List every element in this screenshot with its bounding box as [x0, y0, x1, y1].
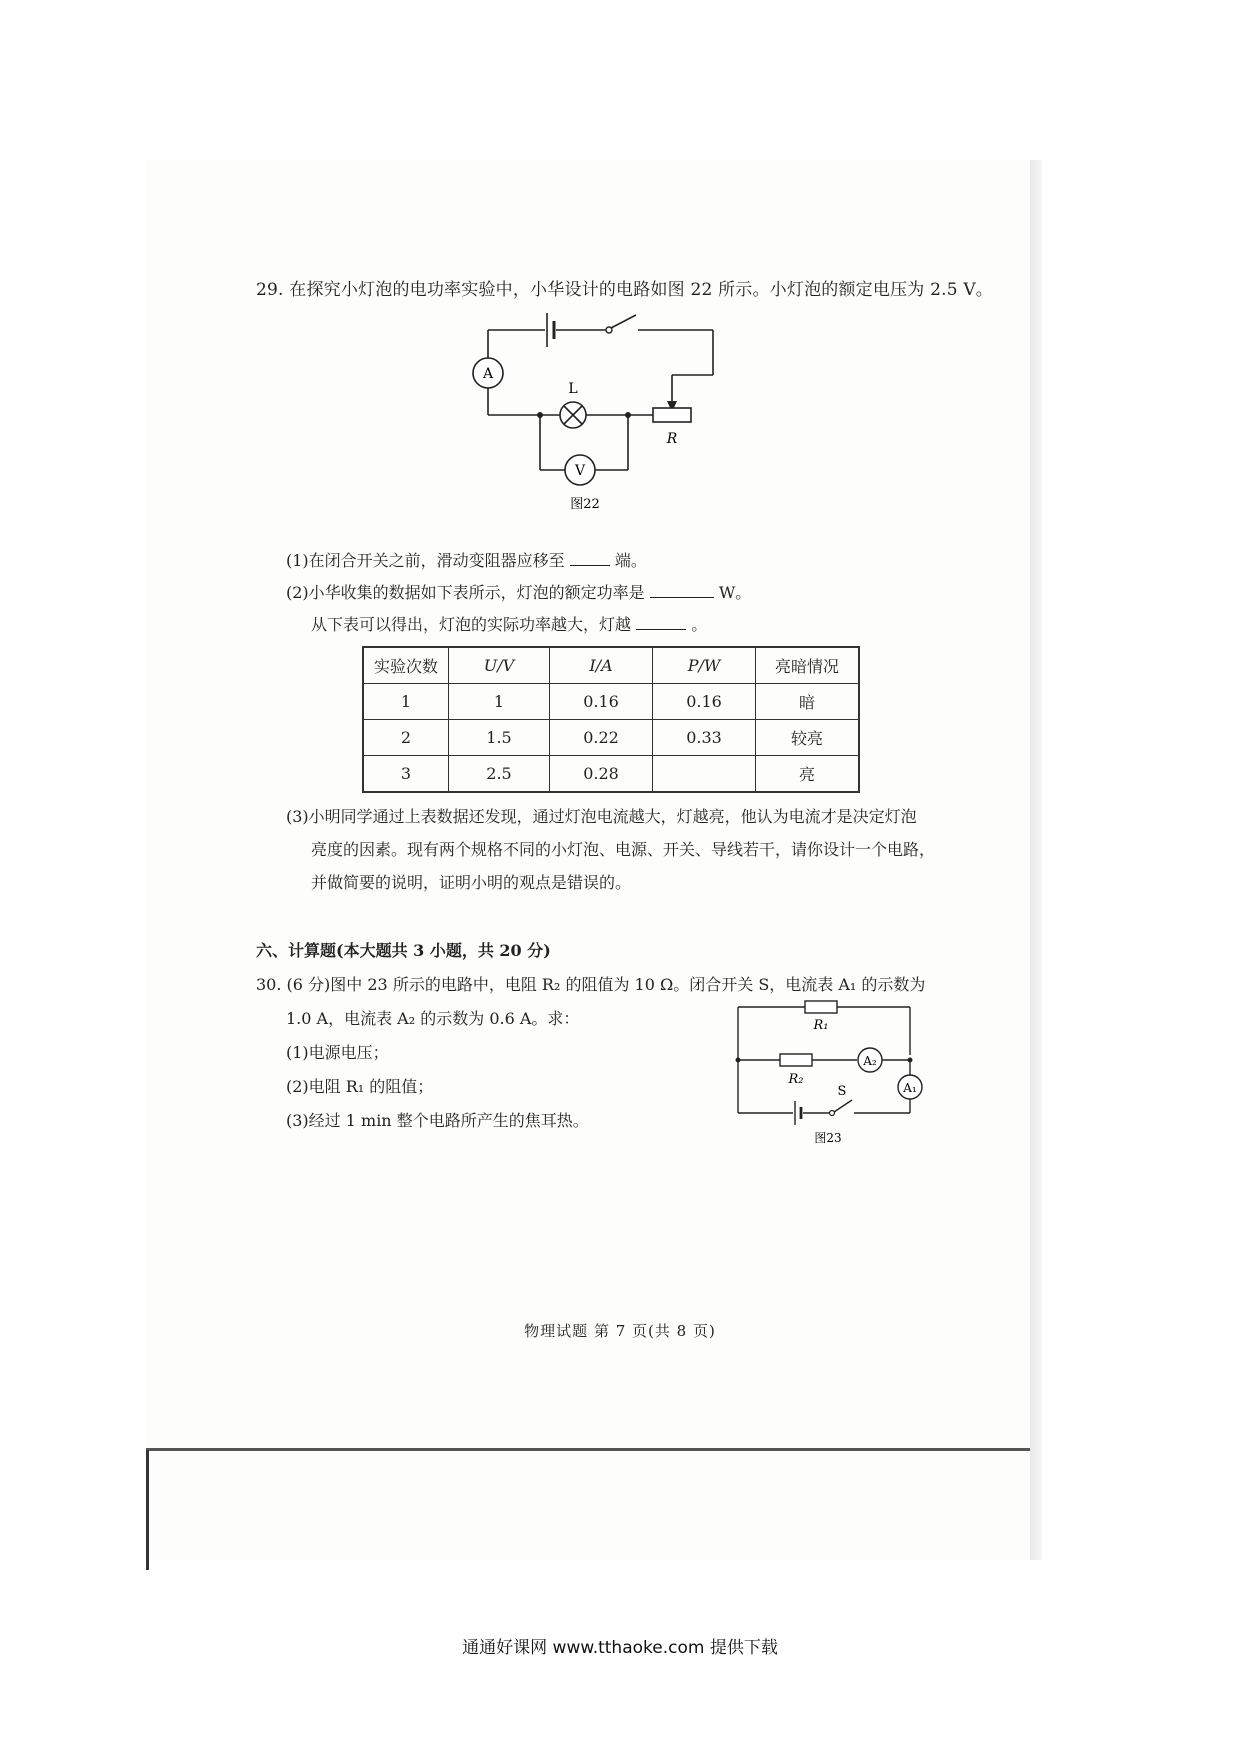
table-cell: 0.16 [550, 684, 653, 720]
table-header-row [363, 647, 859, 684]
q29-part3-line3: 并做简要的说明，证明小明的观点是错误的。 [311, 873, 632, 892]
r1-symbol [805, 1001, 837, 1013]
table-header: P/W [653, 647, 756, 684]
switch-label: S [837, 1084, 847, 1099]
switch-arm [834, 1100, 852, 1112]
table-row [363, 720, 859, 756]
scan-edge [1030, 160, 1042, 1560]
table-cell-empty[interactable] [653, 756, 756, 793]
table-cell: 2.5 [449, 756, 550, 793]
q30-part2: (2)电阻 R₁ 的阻值； [286, 1077, 434, 1096]
voltmeter-label: V [574, 463, 586, 479]
q29-part2 [286, 580, 751, 603]
ammeter-a1-label: A₁ [903, 1081, 917, 1095]
q29-stem: 29. 在探究小灯泡的电功率实验中，小华设计的电路如图 22 所示。小灯泡的额定电压为 2.5 V。 [256, 280, 993, 300]
circuit-diagram-fig23 [730, 995, 930, 1145]
answer-blank-part1[interactable] [570, 551, 610, 566]
lamp-label: L [568, 381, 578, 397]
rheostat-label: R [666, 431, 678, 447]
table-cell: 1 [449, 684, 550, 720]
table-cell: 3 [363, 756, 449, 793]
q29-part2-suffix: W。 [718, 583, 752, 602]
table-header: 亮暗情况 [756, 647, 860, 684]
q30-part1: (1)电源电压； [286, 1043, 389, 1062]
q30-part3: (3)经过 1 min 整个电路所产生的焦耳热。 [286, 1111, 589, 1130]
r2-symbol [780, 1054, 812, 1066]
table-header: 实验次数 [363, 647, 449, 684]
figure23-caption: 图23 [814, 1131, 842, 1145]
table-cell: 暗 [756, 684, 860, 720]
table-header: I/A [550, 647, 653, 684]
q29-part2b [311, 612, 707, 635]
table-header: U/V [449, 647, 550, 684]
table-cell: 1.5 [449, 720, 550, 756]
switch-arm [611, 315, 636, 328]
table-cell: 较亮 [756, 720, 860, 756]
answer-blank-part2b[interactable] [636, 615, 686, 630]
table-cell: 0.28 [550, 756, 653, 793]
q29-part1-prefix: (1)在闭合开关之前，滑动变阻器应移至 [286, 551, 565, 570]
table-cell: 0.33 [653, 720, 756, 756]
q29-part2b-prefix: 从下表可以得出，灯泡的实际功率越大，灯越 [311, 615, 632, 634]
ammeter-label: A [482, 366, 494, 382]
scan-border-rule [146, 1448, 1030, 1451]
r1-label: R₁ [813, 1018, 829, 1033]
table-cell: 0.22 [550, 720, 653, 756]
q29-part1 [286, 548, 647, 571]
figure22-caption: 图22 [570, 497, 600, 512]
page-footer: 物理试题 第 7 页(共 8 页) [524, 1322, 716, 1340]
circuit-diagram-fig22 [460, 305, 730, 520]
switch-pivot [830, 1111, 835, 1116]
q29-part3-line1: (3)小明同学通过上表数据还发现，通过灯泡电流越大，灯越亮，他认为电流才是决定灯泡 [286, 807, 917, 826]
r2-label: R₂ [788, 1072, 804, 1087]
q29-part2b-suffix: 。 [691, 615, 708, 634]
table-row [363, 684, 859, 720]
q29-part2-prefix: (2)小华收集的数据如下表所示，灯泡的额定功率是 [286, 583, 645, 602]
rheostat-symbol [653, 408, 691, 422]
q30-stem-line2: 1.0 A，电流表 A₂ 的示数为 0.6 A。求： [286, 1009, 580, 1028]
table-cell: 0.16 [653, 684, 756, 720]
ammeter-a2-label: A₂ [863, 1054, 877, 1068]
scan-border-bar [146, 1450, 149, 1570]
q29-part1-suffix: 端。 [614, 551, 647, 570]
data-table [362, 646, 860, 793]
download-note: 通通好课网 www.tthaoke.com 提供下载 [462, 1638, 778, 1658]
section6-title: 六、计算题(本大题共 3 小题，共 20 分) [256, 941, 551, 960]
answer-blank-part2a[interactable] [650, 583, 714, 598]
table-cell: 1 [363, 684, 449, 720]
table-cell: 亮 [756, 756, 860, 793]
table-row [363, 756, 859, 793]
table-cell: 2 [363, 720, 449, 756]
q29-part3-line2: 亮度的因素。现有两个规格不同的小灯泡、电源、开关、导线若干，请你设计一个电路， [311, 840, 936, 859]
q30-stem-line1: 30. (6 分)图中 23 所示的电路中，电阻 R₂ 的阻值为 10 Ω。闭合开关 S，电流表 A₁ 的示数为 [256, 975, 926, 994]
